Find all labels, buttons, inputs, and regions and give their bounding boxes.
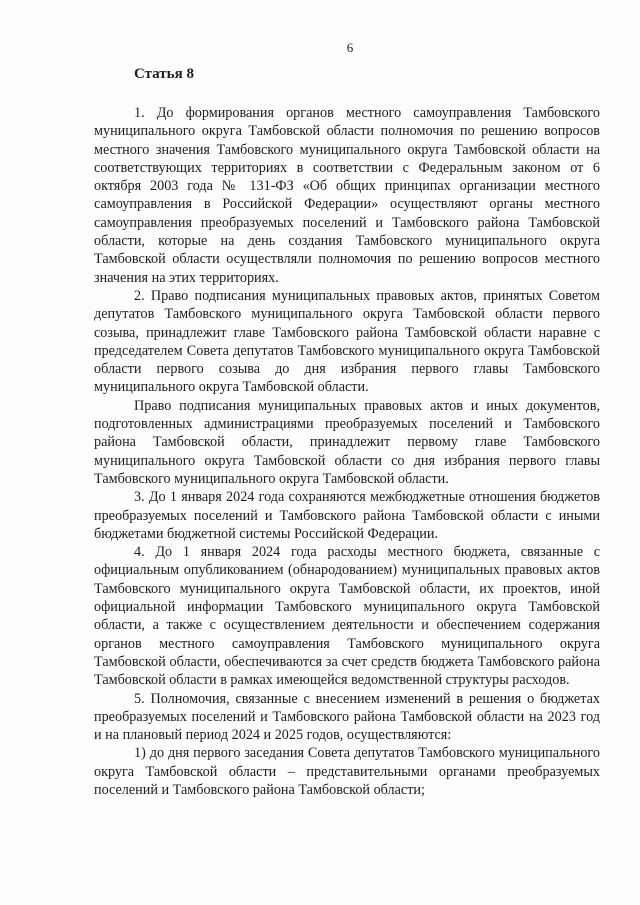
paragraph-1: 1. До формирования органов местного самоуправления Тамбовского муниципального округа Тамбовской области полномочия по решению вопросов местного значения Тамбовского муниципального округа Тамбовской области на соответствующих территориях в соответствии с Федеральным законом от 6 октября 2003 года № 131-ФЗ «Об общих принципах организации местного самоуправления в Российской Федерации» осуществляют органы местного самоуправления преобразуемых поселений и Тамбовского района Тамбовской области, которые на день создания Тамбовского муниципального округа Тамбовской области осуществляли полномочия по решению вопросов местного значения на этих территориях.	[94, 105, 600, 286]
paragraph-4: 4. До 1 января 2024 года расходы местного бюджета, связанные с официальным опубликованием (обнародованием) муниципальных правовых актов Тамбовского муниципального округа Тамбовской области, их проектов, иной официальной информации Тамбовского муниципального округа Тамбовской области, а также с осуществлением деятельности и обеспечением содержания органов местного самоуправления Тамбовского муниципального округа Тамбовской области, обеспечиваются за счет средств бюджета Тамбовского района Тамбовской области в рамках имеющейся ведомственной структуры расходов.	[94, 544, 600, 689]
article-body	[94, 104, 600, 799]
article-title: Статья 8	[134, 66, 194, 82]
paragraph-2: 2. Право подписания муниципальных правовых актов, принятых Советом депутатов Тамбовского муниципального округа Тамбовской области первого созыва, принадлежит главе Тамбовского района Тамбовской области наравне с председателем Совета депутатов Тамбовского муниципального округа Тамбовской области первого созыва до дня избрания первого главы Тамбовского муниципального округа Тамбовской области.	[94, 287, 600, 396]
paragraph-5: 5. Полномочия, связанные с внесением изменений в решения о бюджетах преобразуемых поселений и Тамбовского района Тамбовской области на 2023 год и на плановый период 2024 и 2025 годов, осуществляются:	[94, 690, 600, 744]
paragraph-2-continued: Право подписания муниципальных правовых актов и иных документов, подготовленных администрациями преобразуемых поселений и Тамбовского района Тамбовской области, принадлежит первому главе Тамбовского муниципального округа Тамбовской области со дня избрания первого главы Тамбовского муниципального округа Тамбовской области.	[94, 397, 600, 487]
paragraph-5-item-1: 1) до дня первого заседания Совета депутатов Тамбовского муниципального округа Тамбовской области – представительными органами преобразуемых поселений и Тамбовского района Тамбовской области;	[94, 745, 600, 798]
paragraph-3: 3. До 1 января 2024 года сохраняются межбюджетные отношения бюджетов преобразуемых поселений и Тамбовского района Тамбовской области с иными бюджетами бюджетной системы Российской Федерации.	[94, 489, 600, 542]
page-number: 6	[346, 40, 354, 55]
